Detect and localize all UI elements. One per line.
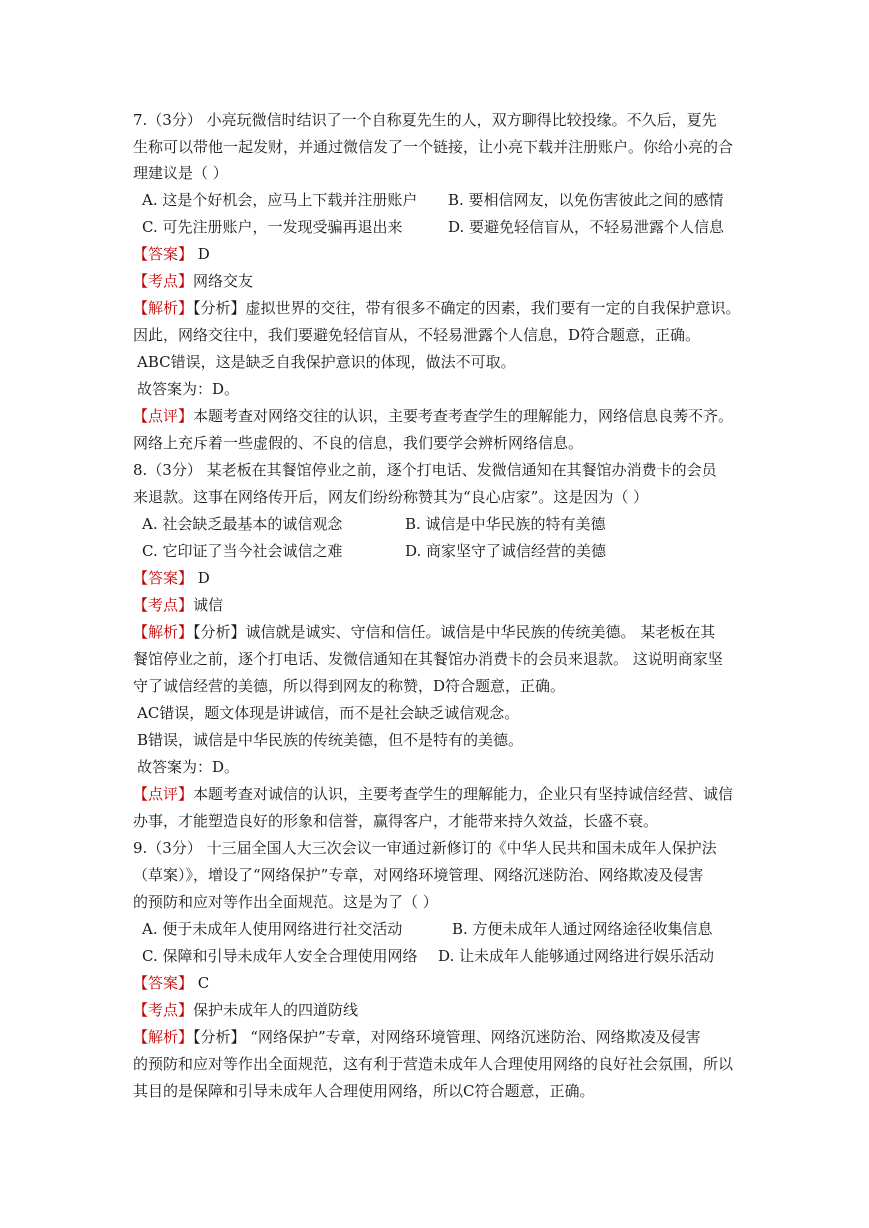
q7-options-row-2 <box>142 217 752 237</box>
q7-answer <box>133 244 743 264</box>
q9-option-b: B. 方便未成年人通过网络途径收集信息 <box>452 920 713 938</box>
q7-analysis-line-3: ABC错误，这是缺乏自我保护意识的体现，做法不可取。 <box>137 353 516 371</box>
analysis-tag: 【解析】 <box>133 623 194 641</box>
q7-option-d: D. 要避免轻信盲从，不轻易泄露个人信息 <box>448 218 725 236</box>
q7-options-row-1 <box>142 190 752 210</box>
q7-stem-line-1: 7.（3分） 小亮玩微信时结识了一个自称夏先生的人，双方聊得比较投缘。不久后，夏先 <box>133 111 717 129</box>
q9-analysis-line-1 <box>133 1027 743 1047</box>
q8-options-row-1 <box>142 514 752 534</box>
q8-analysis-line-3: 守了诚信经营的美德，所以得到网友的称赞，D符合题意，正确。 <box>133 677 566 695</box>
q8-option-b: B. 诚信是中华民族的特有美德 <box>405 515 606 533</box>
point-value: 保护未成年人的四道防线 <box>193 1001 359 1019</box>
q8-review-line-1 <box>133 784 743 804</box>
q8-analysis-line-5: B错误，诚信是中华民族的传统美德，但不是特有的美德。 <box>137 731 524 749</box>
q9-options-row-2 <box>142 946 752 966</box>
q8-analysis-line-2: 餐馆停业之前，逐个打电话、发微信通知在其餐馆办消费卡的会员来退款。 这说明商家坚 <box>133 650 723 668</box>
q9-analysis-line-3: 其目的是保障和引导未成年人合理使用网络，所以C符合题意，正确。 <box>133 1082 595 1100</box>
q9-stem-line-2: （草案）》，增设了“网络保护”专章，对网络环境管理、网络沉迷防治、网络欺凌及侵害 <box>133 866 704 884</box>
q7-analysis-line-1 <box>133 298 743 318</box>
analysis-tag: 【解析】 <box>133 299 194 317</box>
q7-stem-line-2: 生称可以带他一起发财，并通过微信发了一个链接，让小亮下载并注册账户。你给小亮的合 <box>133 138 734 156</box>
q8-stem-line-1: 8.（3分） 某老板在其餐馆停业之前，逐个打电话、发微信通知在其餐馆办消费卡的会员 <box>133 461 717 479</box>
q7-review-line-2: 网络上充斥着一些虚假的、不良的信息，我们要学会辨析网络信息。 <box>133 434 584 452</box>
q9-answer <box>133 973 743 993</box>
q7-point <box>133 271 743 291</box>
q8-options-row-2 <box>142 541 752 561</box>
q9-stem-line-3: 的预防和应对等作出全面规范。这是为了（ ） <box>133 893 438 911</box>
q8-analysis-line-6: 故答案为：D。 <box>137 758 240 776</box>
q8-option-a: A. 社会缺乏最基本的诚信观念 <box>142 515 343 533</box>
q7-review-line-1 <box>133 406 743 426</box>
analysis-text: 【分析】诚信就是诚实、守信和信任。诚信是中华民族的传统美德。 某老板在其 <box>193 623 716 641</box>
point-tag: 【考点】 <box>133 1001 194 1019</box>
review-tag: 【点评】 <box>133 785 194 803</box>
q7-analysis-line-2: 因此，网络交往中，我们要避免轻信盲从，不轻易泄露个人信息，D符合题意，正确。 <box>133 326 701 344</box>
q8-analysis-line-1 <box>133 622 743 642</box>
point-tag: 【考点】 <box>133 596 194 614</box>
q8-point <box>133 595 743 615</box>
point-value: 网络交友 <box>193 272 254 290</box>
point-value: 诚信 <box>193 596 224 614</box>
q9-point <box>133 1000 743 1020</box>
q9-option-d: D. 让未成年人能够通过网络进行娱乐活动 <box>438 947 715 965</box>
q8-review-line-2: 办事，才能塑造良好的形象和信誉，赢得客户，才能带来持久效益，长盛不衰。 <box>133 812 659 830</box>
analysis-tag: 【解析】 <box>133 1028 194 1046</box>
point-tag: 【考点】 <box>133 272 194 290</box>
q7-option-b: B. 要相信网友，以免伤害彼此之间的感情 <box>448 191 724 209</box>
analysis-text: 【分析】 “网络保护”专章，对网络环境管理、网络沉迷防治、网络欺凌及侵害 <box>193 1028 701 1046</box>
q9-analysis-line-2: 的预防和应对等作出全面规范，这有利于营造未成年人合理使用网络的良好社会氛围，所以 <box>133 1055 734 1073</box>
answer-tag: 【答案】 <box>133 974 194 992</box>
q7-option-c: C. 可先注册账户，一发现受骗再退出来 <box>142 218 403 236</box>
answer-value: D <box>193 245 210 263</box>
q8-option-c: C. 它印证了当今社会诚信之难 <box>142 542 343 560</box>
q7-option-a: A. 这是个好机会，应马上下载并注册账户 <box>142 191 418 209</box>
q8-option-d: D. 商家坚守了诚信经营的美德 <box>405 542 607 560</box>
answer-value: C <box>193 974 210 992</box>
q7-stem-line-3: 理建议是（ ） <box>133 164 228 182</box>
q9-option-c: C. 保障和引导未成年人安全合理使用网络 <box>142 947 418 965</box>
answer-tag: 【答案】 <box>133 245 194 263</box>
answer-tag: 【答案】 <box>133 569 194 587</box>
q8-stem-line-2: 来退款。这事在网络传开后，网友们纷纷称赞其为“良心店家”。这是因为（ ） <box>133 488 649 506</box>
answer-value: D <box>193 569 210 587</box>
analysis-text: 【分析】虚拟世界的交往，带有很多不确定的因素，我们要有一定的自我保护意识。 <box>193 299 741 317</box>
q7-analysis-line-4: 故答案为：D。 <box>137 380 240 398</box>
review-text: 本题考查对网络交往的认识，主要考查考查学生的理解能力，网络信息良莠不齐。 <box>193 407 734 425</box>
q9-options-row-1 <box>142 919 752 939</box>
q8-answer <box>133 568 743 588</box>
review-tag: 【点评】 <box>133 407 194 425</box>
q9-stem-line-1: 9.（3分） 十三届全国人大三次会议一审通过新修订的《中华人民共和国未成年人保护法 <box>133 839 717 857</box>
q8-analysis-line-4: AC错误，题文体现是讲诚信，而不是社会缺乏诚信观念。 <box>137 704 520 722</box>
review-text: 本题考查对诚信的认识，主要考查学生的理解能力，企业只有坚持诚信经营、诚信 <box>193 785 734 803</box>
q9-option-a: A. 便于未成年人使用网络进行社交活动 <box>142 920 403 938</box>
